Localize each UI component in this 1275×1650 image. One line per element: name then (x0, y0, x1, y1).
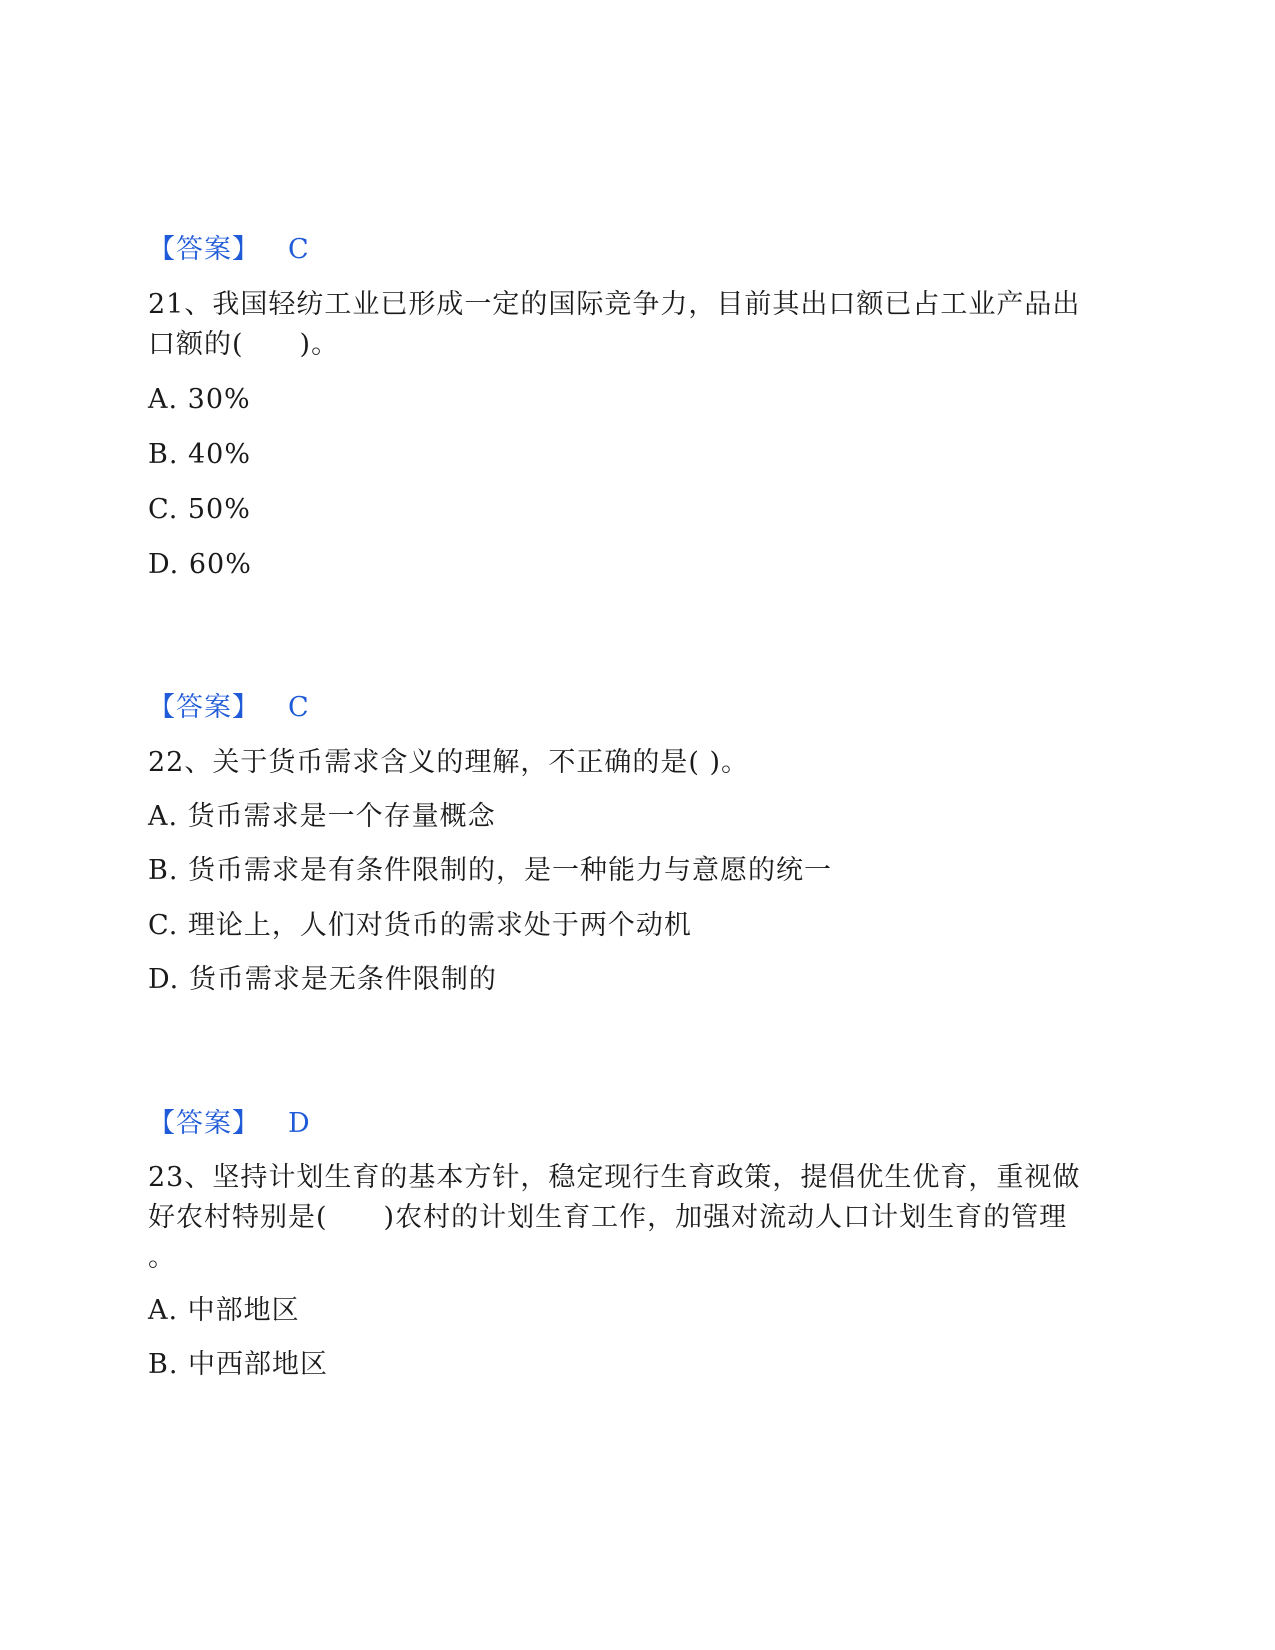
question-text: 好农村特别是( )农村的计划生育工作，加强对流动人口计划生育的管理 (148, 1202, 1068, 1233)
option-c: C. 理论上，人们对货币的需求处于两个动机 (148, 910, 692, 941)
question-text: 23、坚持计划生育的基本方针，稳定现行生育政策，提倡优生优育，重视做 (148, 1162, 1081, 1193)
option-b: B. 中西部地区 (148, 1349, 329, 1380)
option-c: C. 50% (148, 494, 251, 525)
option-a: A. 货币需求是一个存量概念 (148, 801, 496, 832)
answer-value: C (288, 692, 310, 723)
option-b: B. 40% (148, 439, 252, 470)
answer-value: C (288, 234, 310, 265)
option-a: A. 30% (148, 384, 251, 415)
option-d: D. 货币需求是无条件限制的 (148, 964, 497, 995)
option-b: B. 货币需求是有条件限制的，是一种能力与意愿的统一 (148, 855, 833, 886)
answer-value: D (288, 1108, 311, 1139)
answer-label: 【答案】 (148, 692, 260, 723)
question-text: 22、关于货币需求含义的理解，不正确的是( )。 (148, 747, 750, 778)
answer-label: 【答案】 (148, 1108, 260, 1139)
answer-line (148, 1104, 311, 1144)
question-text: 口额的( )。 (148, 329, 340, 360)
question-text: 21、我国轻纺工业已形成一定的国际竞争力，目前其出口额已占工业产品出 (148, 289, 1081, 320)
answer-label: 【答案】 (148, 234, 260, 265)
answer-line (148, 230, 310, 270)
option-d: D. 60% (148, 549, 252, 580)
answer-line (148, 688, 310, 728)
question-text: 。 (148, 1242, 176, 1273)
option-a: A. 中部地区 (148, 1295, 300, 1326)
